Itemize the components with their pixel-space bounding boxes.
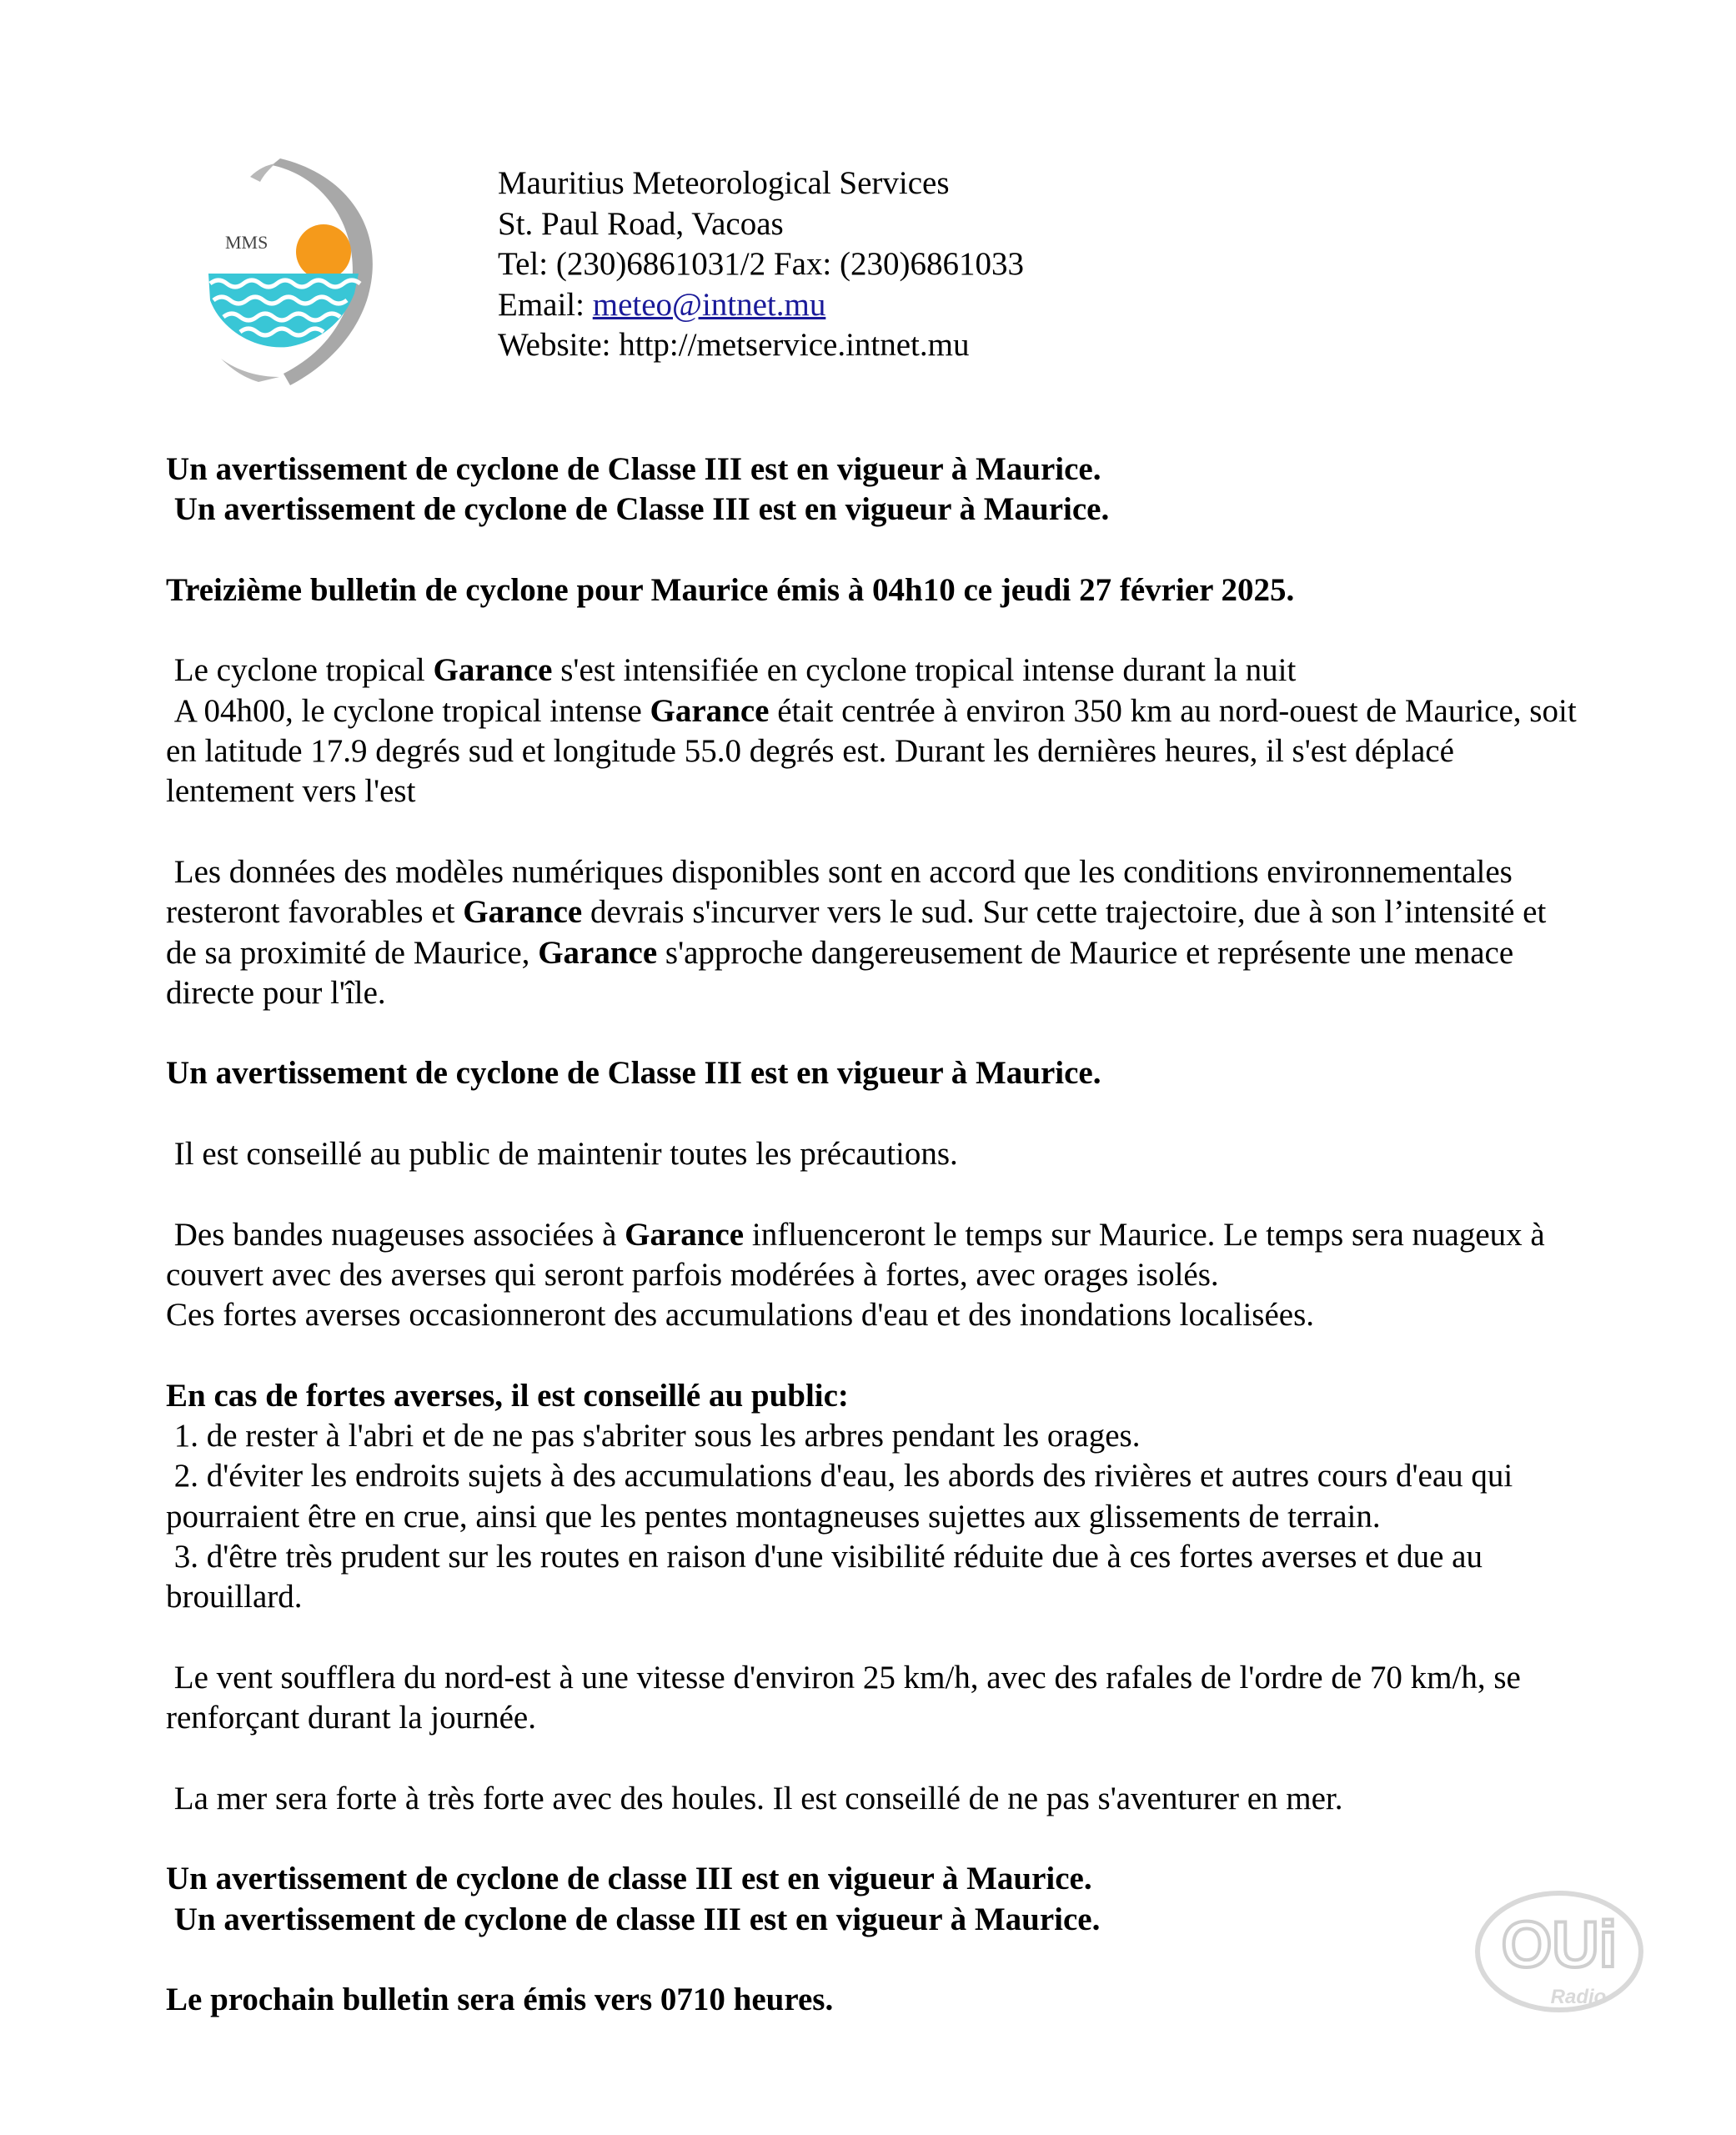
heavy-rain-heading: En cas de fortes averses, il est conseillé au public: (166, 1377, 849, 1414)
forecast-paragraph: Les données des modèles numériques disponibles sont en accord que les conditions environnementales resteront favorables et Garance devrais s'incurver vers le sud. Sur cette trajectoire, due à son l’intensité et de sa proximité de Maurice, Garance s'approche dangereusement de Maurice et représente une menace directe pour l'île. (166, 853, 1555, 1011)
heavy-rain-item: 3. d'être très prudent sur les routes en raison d'une visibilité réduite due à ces fortes averses et due au brouillard. (166, 1539, 1491, 1615)
next-bulletin: Le prochain bulletin sera émis vers 0710 heures. (166, 1982, 834, 2018)
sea-paragraph: La mer sera forte à très forte avec des houles. Il est conseillé de ne pas s'aventurer en mer. (166, 1780, 1343, 1816)
bulletin-title: Treizième bulletin de cyclone pour Maurice émis à 04h10 ce jeudi 27 février 2025. (166, 571, 1295, 608)
watermark-brand: OUi (1501, 1907, 1618, 1981)
cyclone-position-paragraph: Le cyclone tropical Garance s'est intensifiée en cyclone tropical intense durant la nuit A 04h00, le cyclone tropical intense Garance était centrée à environ 350 km au nord-ouest de Maurice, soit en latitude 17.9 degrés sud et longitude 55.0 degrés est. Durant les dernières heures, il s'est déplacé lentement vers l'est (166, 652, 1585, 810)
org-phone-fax: Tel: (230)6861031/2 Fax: (230)6861033 (498, 246, 1024, 282)
heavy-rain-item: 2. d'éviter les endroits sujets à des accumulations d'eau, les abords des rivières et autres cours d'eau qui pourraient être en crue, ainsi que les pentes montagneuses sujettes aux glissements de terrain. (166, 1458, 1522, 1535)
org-name: Mauritius Meteorological Services (498, 165, 950, 201)
logo-text: MMS (225, 232, 268, 253)
radio-watermark (1472, 1885, 1647, 2018)
wind-paragraph: Le vent soufflera du nord-est à une vitesse d'environ 25 km/h, avec des rafales de l'ordre de 70 km/h, se renforçant durant la journée. (166, 1659, 1529, 1736)
email-label: Email: (498, 286, 593, 323)
heavy-rain-item: 1. de rester à l'abri et de ne pas s'abriter sous les arbres pendant les orages. (166, 1418, 1141, 1454)
mms-logo (200, 158, 384, 392)
cyclone-name: Garance (463, 894, 583, 931)
bulletin-body (166, 450, 1583, 2021)
warning-line-1: Un avertissement de cyclone de Classe III est en vigueur à Maurice. (166, 451, 1101, 487)
cyclone-name: Garance (650, 692, 770, 729)
public-advice: Il est conseillé au public de maintenir toutes les précautions. (166, 1136, 958, 1173)
watermark-sub: Radio (1550, 1986, 1607, 2008)
cyclone-name: Garance (625, 1216, 745, 1253)
warning-line-4: Un avertissement de cyclone de classe III est en vigueur à Maurice. (166, 1861, 1092, 1897)
warning-line-2: Un avertissement de cyclone de Classe III est en vigueur à Maurice. (166, 491, 1110, 528)
org-address: St. Paul Road, Vacoas (498, 205, 784, 242)
org-website: Website: http://metservice.intnet.mu (498, 327, 970, 363)
weather-paragraph: Des bandes nuageuses associées à Garance influenceront le temps sur Maurice. Le temps sera nuageux à couvert avec des averses qui seront parfois modérées à fortes, avec orages isolés. Ces fortes averses occasionneront des accumulations d'eau et des inondations localisées. (166, 1216, 1545, 1334)
email-link[interactable]: meteo@intnet.mu (592, 286, 826, 323)
cyclone-name: Garance (433, 652, 553, 689)
cyclone-name: Garance (538, 934, 658, 971)
org-email-line (498, 285, 1024, 326)
warning-line-3: Un avertissement de cyclone de Classe III est en vigueur à Maurice. (166, 1055, 1101, 1092)
letterhead (498, 163, 1024, 366)
warning-line-5: Un avertissement de cyclone de classe III est en vigueur à Maurice. (166, 1901, 1101, 1937)
